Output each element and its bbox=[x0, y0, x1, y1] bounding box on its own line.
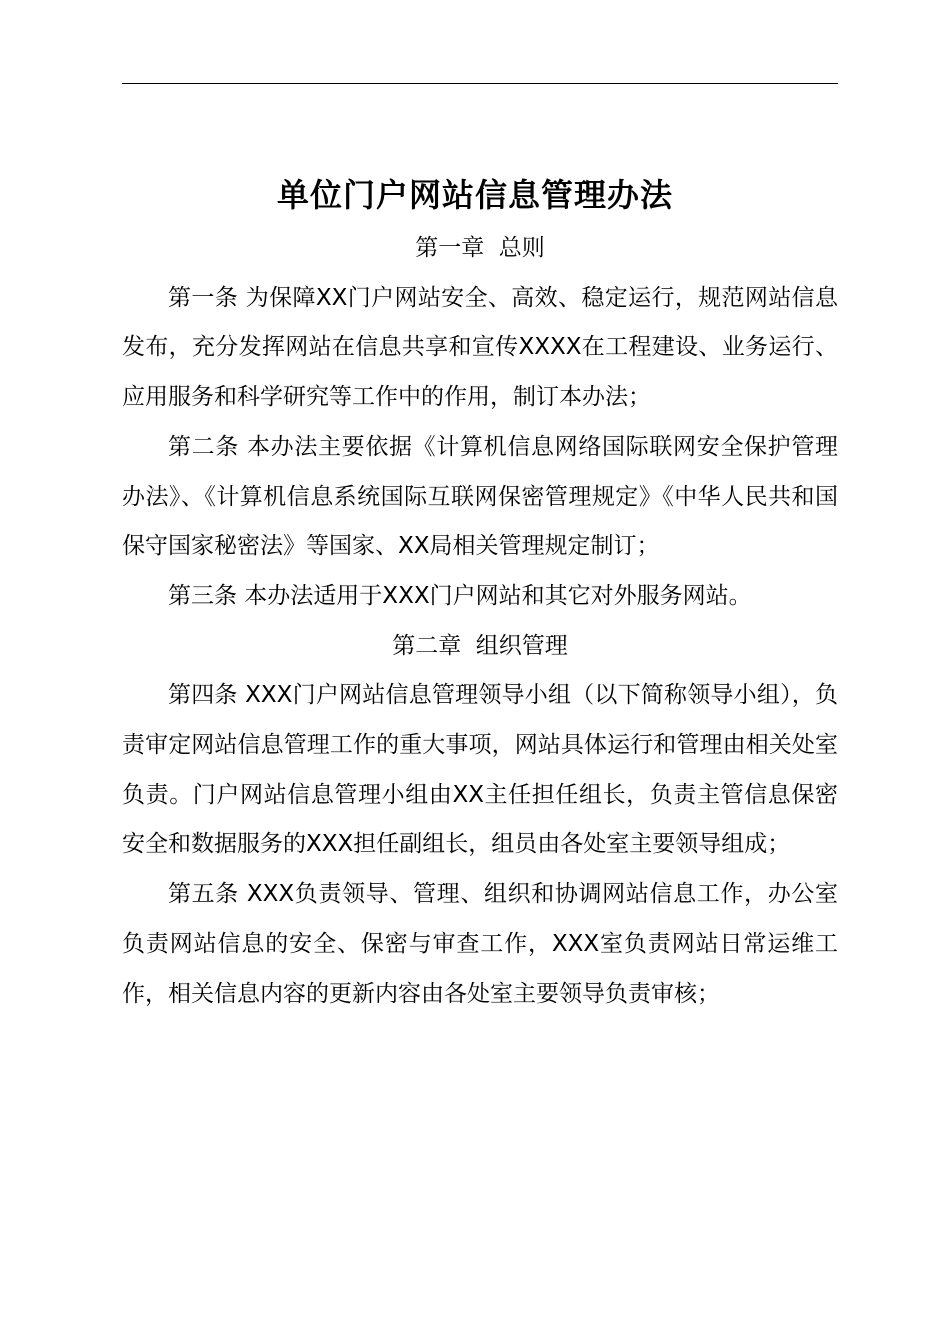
article-paragraph: 第二条 本办法主要依据《计算机信息网络国际联网安全保护管理办法》、《计算机信息系统国际互联网保密管理规定》《中华人民共和国保守国家秘密法》等国家、XX局相关管理规定制订； bbox=[122, 433, 838, 560]
document-body bbox=[122, 224, 838, 1019]
article-paragraph: 第四条 XXX门户网站信息管理领导小组（以下简称领导小组），负责审定网站信息管理工作的重大事项，网站具体运行和管理由相关处室负责。门户网站信息管理小组由XX主任担任组长，负责主管信息保密安全和数据服务的XXX担任副组长，组员由各处室主要领导组成； bbox=[122, 682, 838, 858]
article-paragraph: 第一条 为保障XX门户网站安全、高效、稳定运行，规范网站信息发布，充分发挥网站在信息共享和宣传XXXX在工程建设、业务运行、应用服务和科学研究等工作中的作用，制订本办法； bbox=[122, 284, 838, 411]
document-title: 单位门户网站信息管理办法 bbox=[276, 176, 673, 215]
header-rule bbox=[122, 83, 838, 84]
chapter-heading: 第一章 总则 bbox=[415, 235, 545, 261]
chapter-heading: 第二章 组织管理 bbox=[392, 632, 568, 659]
article-paragraph: 第三条 本办法适用于XXX门户网站和其它对外服务网站。 bbox=[168, 582, 752, 609]
article-paragraph: 第五条 XXX负责领导、管理、组织和协调网站信息工作，办公室负责网站信息的安全、保密与审查工作，XXX室负责网站日常运维工作，相关信息内容的更新内容由各处室主要领导负责审核； bbox=[122, 881, 838, 1007]
